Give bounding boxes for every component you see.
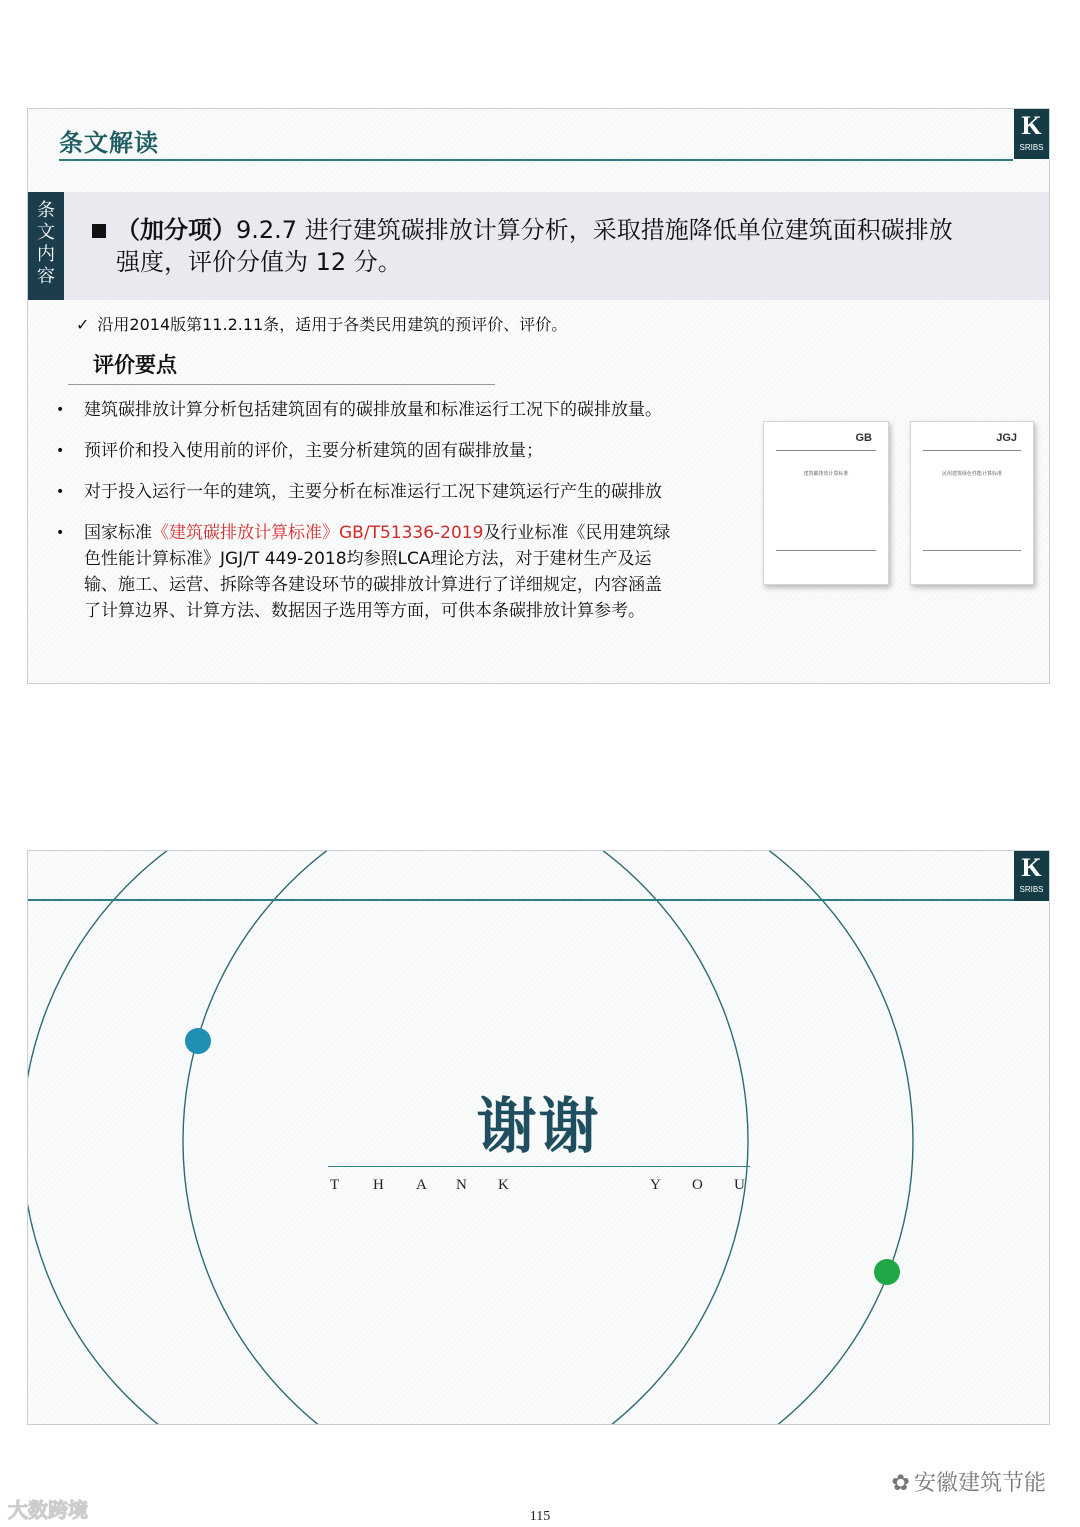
list-item — [56, 520, 674, 624]
blue-dot — [185, 1028, 211, 1054]
evaluation-points — [56, 397, 756, 639]
letter: T — [330, 1177, 340, 1193]
jgj-standard-cover-image — [910, 421, 1034, 585]
cover-rule — [923, 450, 1021, 451]
logo-mark: K — [1021, 853, 1042, 882]
check-icon: ✓ — [76, 315, 90, 334]
bullet-prefix: 国家标准 — [84, 523, 152, 543]
list-item: • 建筑碳排放计算分析包括建筑固有的碳排放量和标准运行工况下的碳排放量。 — [56, 397, 756, 423]
note-text: 沿用2014版第11.2.11条，适用于各类民用建筑的预评价、评价。 — [97, 315, 568, 334]
page-number: 115 — [529, 1509, 551, 1524]
note-line — [76, 312, 567, 335]
logo-text: SRIBS — [1019, 143, 1044, 152]
gb-standard-cover-image — [763, 421, 889, 585]
letter: A — [416, 1177, 427, 1193]
gb-badge: GB — [855, 432, 872, 444]
watermark-text: 安徽建筑节能 — [913, 1471, 1046, 1496]
letter: N — [456, 1177, 467, 1193]
side-char: 条 — [37, 200, 55, 221]
watermark-wechat — [892, 1466, 1046, 1497]
green-dot — [874, 1259, 900, 1285]
jgj-badge: JGJ — [996, 432, 1017, 444]
sribs-logo — [1014, 109, 1049, 159]
standard-highlight: 《建筑碳排放计算标准》GB/T51336-2019 — [152, 523, 484, 543]
list-item: • 对于投入运行一年的建筑，主要分析在标准运行工况下建筑运行产生的碳排放 — [56, 479, 756, 505]
cover-title: 民用建筑绿色性能计算标准 — [941, 471, 1002, 477]
thank-you-letters — [330, 1177, 750, 1197]
letter: K — [498, 1177, 509, 1193]
list-item: • 预评价和投入使用前的评价，主要分析建筑的固有碳排放量； — [56, 438, 756, 464]
title-divider — [59, 159, 1013, 161]
logo-text: SRIBS — [1019, 885, 1044, 894]
thanks-divider — [328, 1166, 750, 1167]
clause-tag: （加分项） — [116, 216, 236, 244]
clause-body: 9.2.7 进行建筑碳排放计算分析，采取措施降低单位建筑面积碳排放强度，评价分值为 12 分。 — [116, 216, 953, 276]
bullet-suffix: 及行业标准《民用建筑绿色性能计算标准》JGJ/T 449-2018均参照LCA理论方法，对于建材生产及运输、施工、运营、拆除等各建设环节的碳排放计算进行了详细规定，内容涵盖了计算边界、计算方法、数据因子选用等方面，可供本条碳排放计算参考。 — [84, 523, 671, 621]
letter: Y — [650, 1177, 661, 1193]
cover-title: 建筑碳排放计算标准 — [803, 471, 849, 477]
side-char: 容 — [37, 266, 55, 287]
cover-rule — [776, 450, 876, 451]
side-char: 文 — [37, 222, 55, 243]
subheading: 评价要点 — [93, 353, 177, 377]
logo-mark: K — [1021, 111, 1042, 140]
clause-side-label — [28, 192, 64, 300]
side-char: 内 — [37, 244, 55, 265]
wechat-icon: ✿ — [891, 1471, 910, 1496]
letter: H — [373, 1177, 384, 1193]
letter: O — [692, 1177, 703, 1193]
slide-clause-interpretation — [27, 108, 1050, 684]
sribs-logo — [1014, 851, 1049, 901]
slide-title: 条文解读 — [59, 129, 159, 157]
watermark-left: 大数跨境 — [8, 1498, 88, 1522]
cover-rule — [776, 550, 876, 551]
letter: U — [734, 1177, 745, 1193]
cover-rule — [923, 550, 1021, 551]
subheading-divider — [68, 384, 495, 385]
slide-thank-you — [27, 850, 1050, 1425]
clause-text — [116, 214, 976, 278]
square-bullet-icon — [92, 224, 106, 238]
thanks-title: 谢谢 — [476, 1092, 601, 1162]
header-divider — [28, 899, 1049, 901]
